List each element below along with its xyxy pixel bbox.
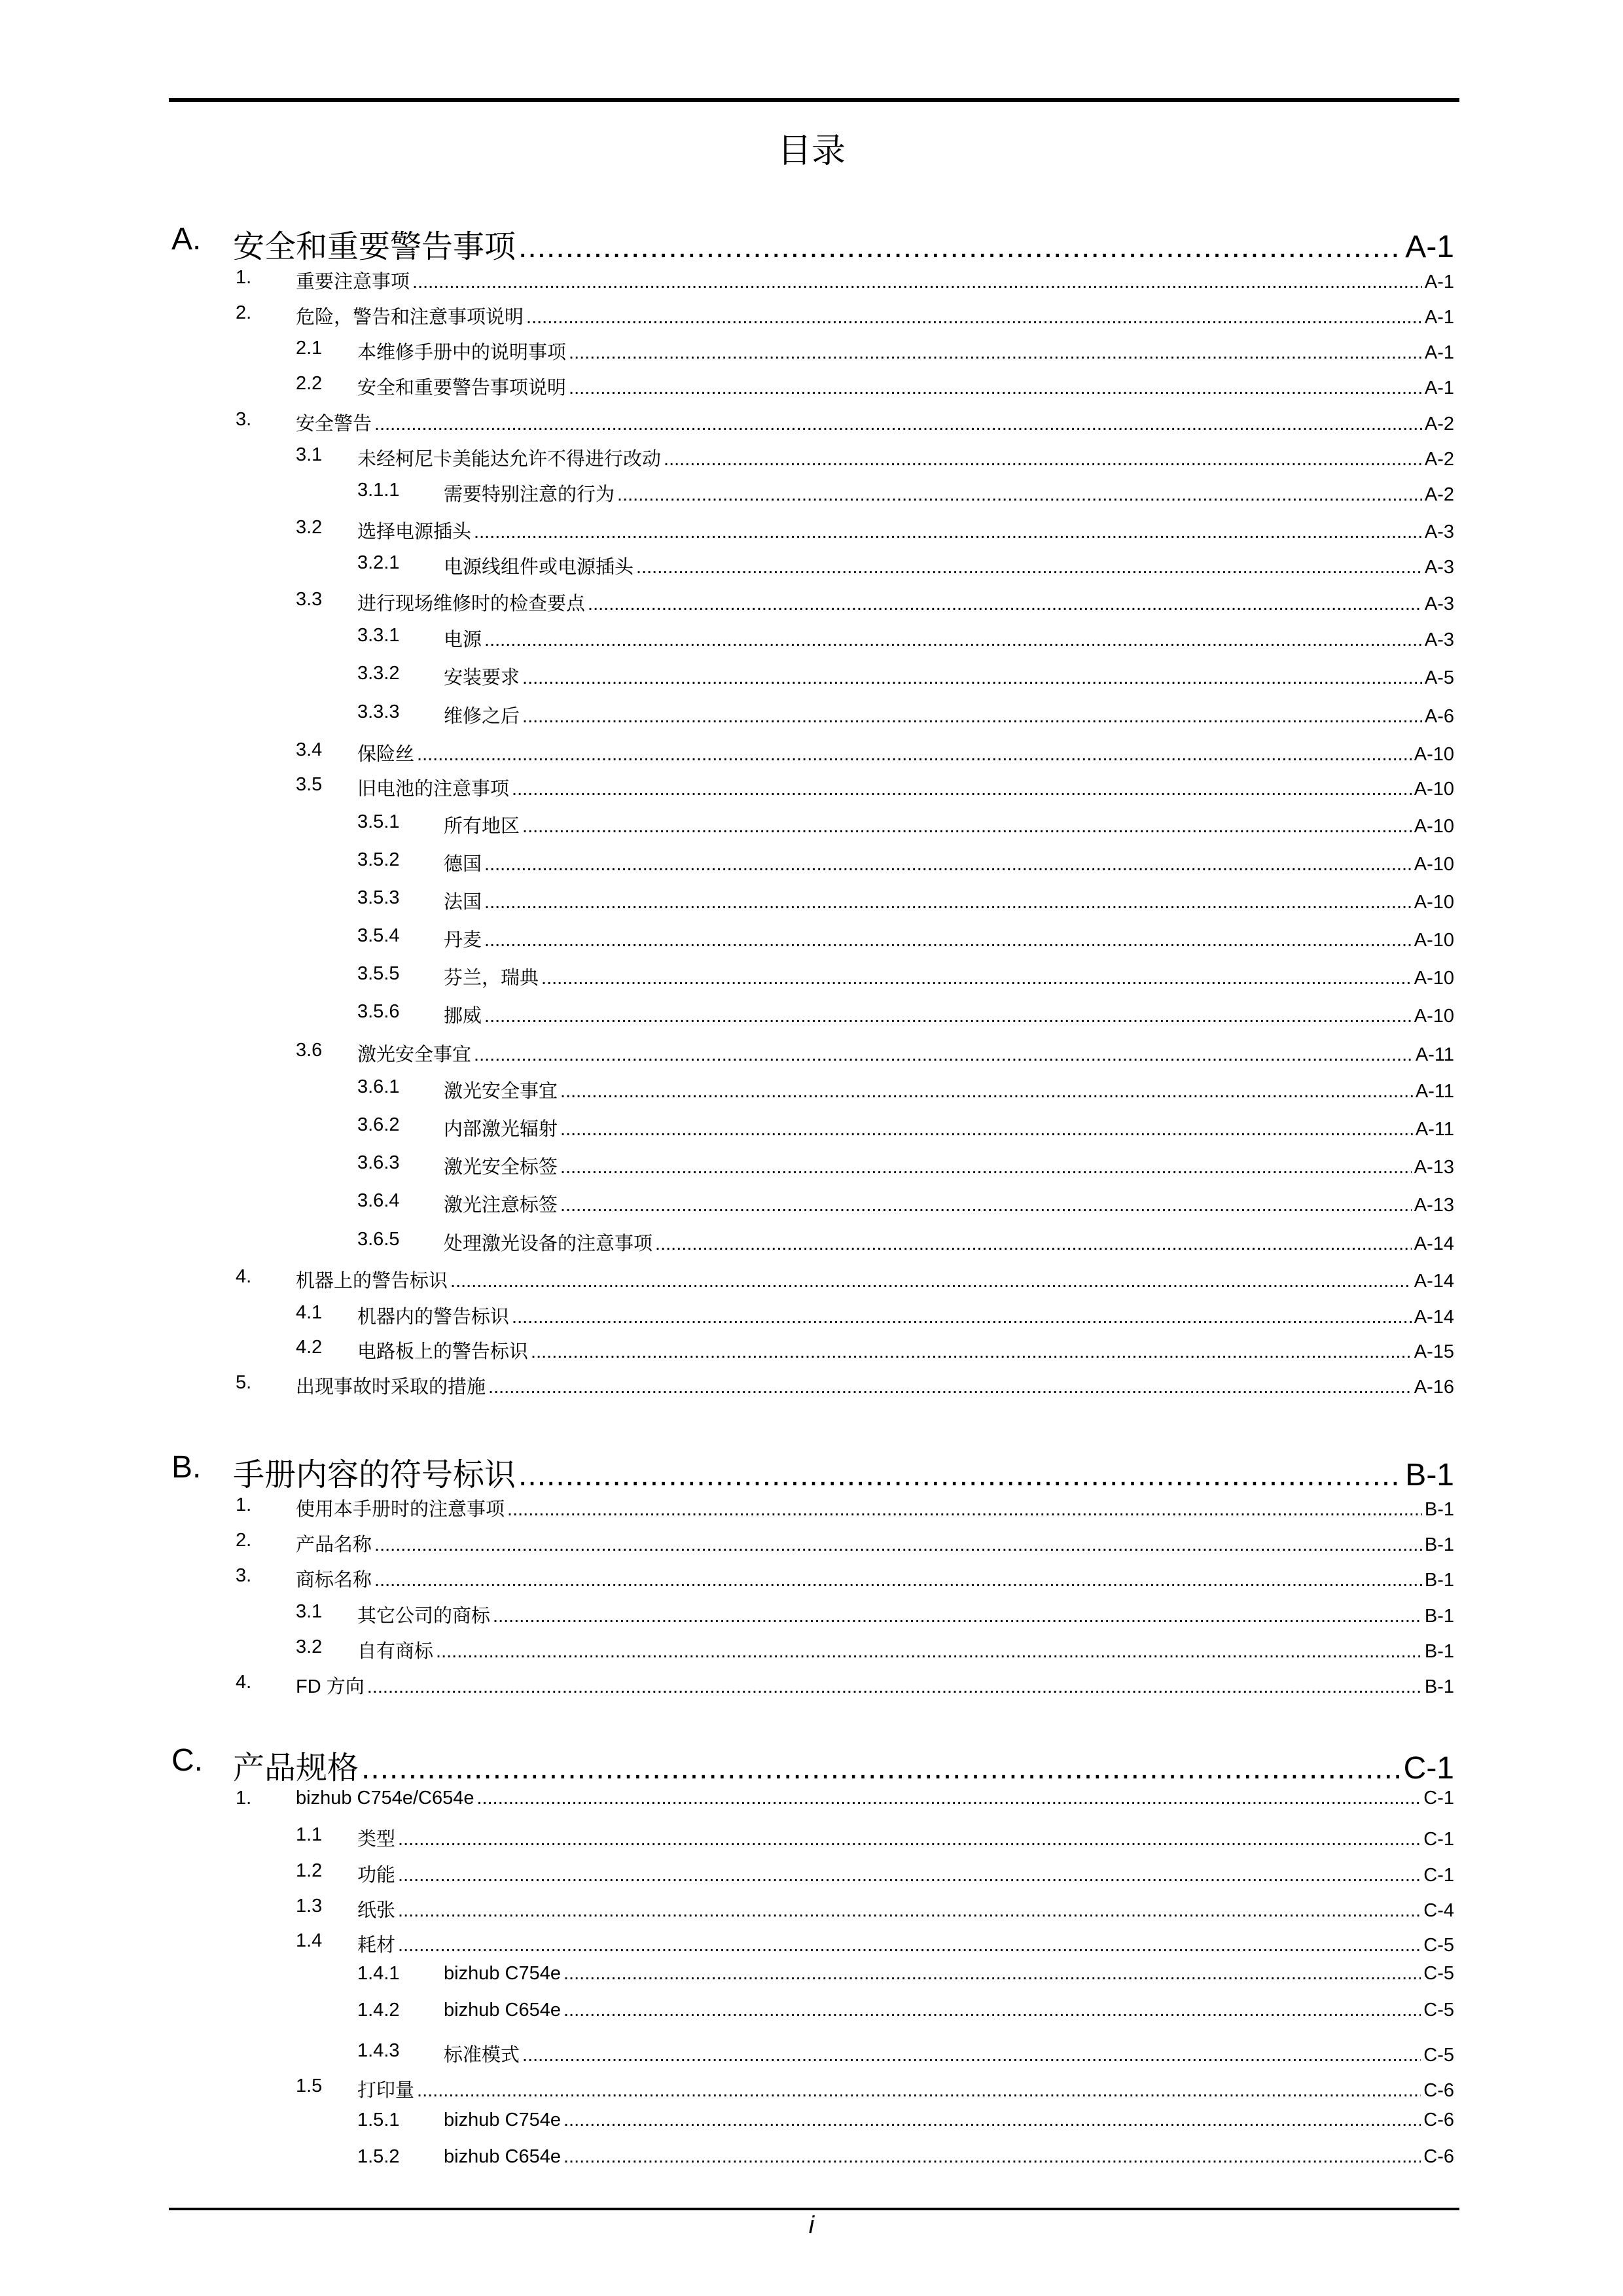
toc-entry[interactable] (296, 1636, 1454, 1663)
toc-number: 3.5.5 (357, 963, 400, 984)
dot-leader (484, 854, 1412, 875)
toc-number: 3.2 (296, 517, 323, 538)
toc-number: 3.3.1 (357, 625, 400, 646)
toc-number: 1. (236, 1788, 252, 1809)
dot-leader (563, 2110, 1421, 2131)
toc-entry[interactable] (357, 1114, 1454, 1141)
toc-page: C-5 (1423, 1935, 1454, 1956)
toc-number: 2. (236, 302, 252, 323)
dot-leader (398, 1900, 1421, 1922)
dot-leader (412, 272, 1422, 293)
toc-title: 丹麦 (444, 930, 482, 951)
toc-number: 1.5.2 (357, 2146, 400, 2167)
toc-page: C-5 (1423, 2000, 1454, 2021)
toc-number: C. (171, 1743, 203, 1778)
toc-title: 维修之后 (444, 706, 520, 727)
toc-page: A-10 (1414, 744, 1454, 765)
toc-title: 进行现场维修时的检查要点 (357, 593, 586, 614)
dot-leader (512, 1307, 1412, 1328)
toc-entry[interactable] (296, 1601, 1454, 1628)
dot-leader (563, 2000, 1421, 2021)
toc-entry[interactable] (236, 267, 1454, 294)
toc-number: 3.1 (296, 1601, 323, 1622)
toc-page: A-10 (1414, 779, 1454, 800)
toc-number: 1.4.3 (357, 2040, 400, 2061)
dot-leader (560, 1195, 1412, 1216)
toc-page: A-5 (1424, 667, 1454, 688)
toc-entry[interactable] (357, 849, 1454, 876)
toc-title: 需要特别注意的行为 (444, 484, 615, 505)
toc-number: 3.5.4 (357, 925, 400, 946)
dot-leader (398, 1935, 1421, 1956)
toc-title: 重要注意事项 (296, 272, 410, 292)
toc-number: 3.5.2 (357, 849, 400, 870)
dot-leader (488, 1377, 1412, 1398)
dot-leader (560, 1081, 1413, 1103)
toc-title: 所有地区 (444, 816, 520, 837)
toc-entry[interactable] (357, 1152, 1454, 1179)
toc-entry[interactable] (236, 1788, 1454, 1809)
toc-number: 1.4.1 (357, 1963, 400, 1984)
dot-leader (450, 1271, 1412, 1292)
toc-page: A-14 (1414, 1271, 1454, 1292)
dot-leader (617, 484, 1422, 506)
toc-entry[interactable] (296, 1896, 1454, 1922)
dot-leader (526, 307, 1422, 328)
toc-entry[interactable] (357, 701, 1454, 728)
toc-page: A-1 (1424, 272, 1454, 292)
toc-page: C-1 (1423, 1865, 1454, 1886)
toc-page: A-3 (1424, 593, 1454, 614)
toc-entry[interactable] (357, 663, 1454, 690)
toc-page: A-10 (1414, 854, 1454, 875)
dot-leader (484, 1006, 1412, 1027)
toc-number: 3.6.4 (357, 1190, 400, 1211)
toc-title: 激光注意标签 (444, 1195, 558, 1216)
dot-leader (560, 1119, 1413, 1140)
toc-title: 自有商标 (357, 1641, 434, 1662)
toc-page: B-1 (1405, 1458, 1454, 1492)
toc-page: A-13 (1414, 1157, 1454, 1178)
dot-leader (484, 892, 1412, 913)
toc-title: 激光安全事宜 (357, 1044, 472, 1065)
toc-number: 3.6.1 (357, 1076, 400, 1097)
toc-title: 处理激光设备的注意事项 (444, 1233, 653, 1254)
toc-number: 3.4 (296, 739, 323, 760)
toc-title: 产品规格 (233, 1751, 359, 1786)
toc-title: bizhub C654e (444, 2000, 561, 2021)
toc-number: 1. (236, 1494, 252, 1515)
toc-number: 1.4 (296, 1930, 323, 1951)
toc-entry[interactable] (357, 811, 1454, 838)
toc-number: 3.6.5 (357, 1229, 400, 1250)
toc-entry[interactable] (236, 409, 1454, 436)
dot-leader (522, 667, 1422, 689)
toc-title: bizhub C754e (444, 1963, 561, 1984)
toc-entry[interactable] (357, 1229, 1454, 1256)
toc-page: A-1 (1405, 230, 1454, 264)
toc-entry[interactable] (236, 1494, 1454, 1521)
toc-page: A-2 (1424, 449, 1454, 470)
toc-title: 产品名称 (296, 1534, 372, 1555)
toc-page: A-1 (1424, 378, 1454, 398)
toc-entry[interactable] (357, 1963, 1454, 1985)
toc-title: 未经柯尼卡美能达允许不得进行改动 (357, 449, 662, 470)
toc-title: 旧电池的注意事项 (357, 779, 510, 800)
toc-number: 1.4.2 (357, 2000, 400, 2021)
toc-number: 1.1 (296, 1824, 323, 1845)
dot-leader (569, 378, 1422, 399)
toc-page: A-2 (1424, 414, 1454, 434)
toc-title: 出现事故时采取的措施 (296, 1377, 486, 1398)
dot-leader (374, 1534, 1422, 1556)
toc-entry[interactable] (296, 338, 1454, 364)
toc-title: 电源线组件或电源插头 (444, 557, 634, 578)
toc-page: C-6 (1423, 2080, 1454, 2101)
dot-leader (522, 816, 1412, 838)
toc-number: 3.2 (296, 1636, 323, 1657)
dot-leader (522, 2045, 1421, 2066)
toc-number: 5. (236, 1372, 252, 1393)
toc-page: A-3 (1424, 557, 1454, 578)
toc-number: B. (171, 1450, 202, 1485)
dot-leader (569, 342, 1422, 364)
toc-title: 功能 (357, 1865, 396, 1886)
toc-page: C-1 (1403, 1751, 1454, 1786)
toc-page: A-10 (1414, 968, 1454, 989)
toc-title: 危险，警告和注意事项说明 (296, 307, 524, 328)
dot-leader (493, 1606, 1422, 1627)
toc-title: 德国 (444, 854, 482, 875)
dot-leader (636, 557, 1422, 578)
toc-entry[interactable] (296, 373, 1454, 400)
toc-page: A-11 (1415, 1044, 1454, 1065)
dot-leader (436, 1641, 1422, 1663)
toc-title: 选择电源插头 (357, 521, 472, 542)
dot-leader (417, 744, 1412, 766)
toc-title: 安全和重要警告事项 (233, 230, 516, 264)
toc-number: 2.1 (296, 338, 323, 359)
toc-page: A-14 (1414, 1233, 1454, 1254)
toc-title: 激光安全标签 (444, 1157, 558, 1178)
toc-number: 3.3.3 (357, 701, 400, 722)
toc-number: 3.5.3 (357, 887, 400, 908)
toc-entry[interactable] (357, 1001, 1454, 1028)
toc-number: 3.1 (296, 444, 323, 465)
dot-leader (560, 1157, 1412, 1178)
toc-entry[interactable] (236, 1372, 1454, 1399)
toc-number: 3.5.6 (357, 1001, 400, 1022)
toc-page: B-1 (1424, 1641, 1454, 1662)
dot-leader (588, 593, 1422, 615)
toc-entry[interactable] (236, 1266, 1454, 1293)
toc-title: 电路板上的警告标识 (357, 1341, 529, 1362)
toc-entry[interactable] (357, 552, 1454, 579)
toc-title: bizhub C654e (444, 2146, 561, 2167)
toc-title: 安全和重要警告事项说明 (357, 378, 567, 398)
toc-page: C-4 (1423, 1900, 1454, 1921)
toc-page: A-3 (1424, 521, 1454, 542)
toc-number: 1.5 (296, 2075, 323, 2096)
toc-page: C-1 (1423, 1788, 1454, 1809)
toc-number: 4.2 (296, 1337, 323, 1358)
toc-page: A-1 (1424, 307, 1454, 328)
toc-title: 机器上的警告标识 (296, 1271, 448, 1292)
dot-leader (518, 229, 1402, 265)
toc-page: B-1 (1424, 1534, 1454, 1555)
dot-leader (374, 1570, 1422, 1591)
toc-entry[interactable] (296, 444, 1454, 471)
toc-entry[interactable] (357, 2146, 1454, 2168)
section-heading[interactable] (171, 1742, 1454, 1788)
toc-number: A. (171, 222, 202, 256)
section-heading[interactable] (171, 1449, 1454, 1494)
dot-leader (398, 1829, 1421, 1850)
toc-title: 标准模式 (444, 2045, 520, 2066)
toc-entry[interactable] (296, 517, 1454, 544)
toc-title: 类型 (357, 1829, 396, 1850)
toc-entry[interactable] (236, 1672, 1454, 1699)
toc-page: A-15 (1414, 1341, 1454, 1362)
toc-page: C-5 (1423, 1963, 1454, 1984)
toc-number: 4.1 (296, 1302, 323, 1323)
toc-title: bizhub C754e (444, 2110, 561, 2130)
toc-entry[interactable] (357, 887, 1454, 914)
dot-leader (374, 414, 1422, 435)
toc-page: A-2 (1424, 484, 1454, 505)
toc-page: A-10 (1414, 930, 1454, 951)
toc-number: 4. (236, 1672, 252, 1693)
toc-entry[interactable] (296, 2075, 1454, 2102)
toc-title: 耗材 (357, 1935, 396, 1956)
toc-title: 激光安全事宜 (444, 1081, 558, 1102)
toc-page: C-6 (1423, 2110, 1454, 2130)
toc-entry[interactable] (296, 1337, 1454, 1364)
toc-title: 安装要求 (444, 667, 520, 688)
dot-leader (417, 2080, 1421, 2102)
toc-page: C-6 (1423, 2146, 1454, 2167)
section-heading[interactable] (171, 221, 1454, 266)
toc-page: A-10 (1414, 816, 1454, 837)
toc-page: B-1 (1424, 1570, 1454, 1591)
toc-title: bizhub C754e/C654e (296, 1788, 474, 1809)
toc-title: 挪威 (444, 1006, 482, 1027)
dot-leader (563, 2146, 1421, 2168)
toc-number: 3.5.1 (357, 811, 400, 832)
toc-number: 3.1.1 (357, 480, 400, 501)
toc-entry[interactable] (296, 1824, 1454, 1851)
toc-title: 内部激光辐射 (444, 1119, 558, 1140)
dot-leader (512, 779, 1412, 800)
toc-number: 3.5 (296, 774, 323, 795)
bottom-rule (169, 2208, 1459, 2210)
toc-number: 2. (236, 1530, 252, 1551)
page-title: 目录 (777, 132, 846, 170)
toc-entry[interactable] (296, 589, 1454, 616)
toc-number: 3.2.1 (357, 552, 400, 573)
toc-page: A-14 (1414, 1307, 1454, 1328)
toc-entry[interactable] (357, 2110, 1454, 2131)
toc-number: 3.6.3 (357, 1152, 400, 1173)
toc-entry[interactable] (296, 1302, 1454, 1329)
toc-page: A-11 (1415, 1119, 1454, 1140)
dot-leader (474, 1044, 1413, 1066)
toc-title: FD 方向 (296, 1676, 365, 1697)
toc-number: 2.2 (296, 373, 323, 394)
toc-number: 3.6.2 (357, 1114, 400, 1135)
toc-title: 芬兰，瑞典 (444, 968, 539, 989)
toc-page: A-16 (1414, 1377, 1454, 1398)
toc-number: 3.3 (296, 589, 323, 610)
toc-title: 手册内容的符号标识 (233, 1458, 516, 1492)
toc-page: A-11 (1415, 1081, 1454, 1102)
toc-number: 3. (236, 1565, 252, 1586)
toc-title: 纸张 (357, 1900, 396, 1921)
page-number: i (808, 2212, 815, 2239)
toc-page: A-1 (1424, 342, 1454, 363)
dot-leader (664, 449, 1422, 470)
toc-number: 1.3 (296, 1896, 323, 1916)
dot-leader (507, 1499, 1422, 1521)
dot-leader (474, 521, 1422, 543)
toc-title: 机器内的警告标识 (357, 1307, 510, 1328)
toc-entry[interactable] (357, 1076, 1454, 1103)
toc-entry[interactable] (357, 480, 1454, 506)
toc-entry[interactable] (296, 1040, 1454, 1067)
toc-page: A-6 (1424, 706, 1454, 727)
toc-page: C-5 (1423, 2045, 1454, 2066)
toc-title: 保险丝 (357, 744, 415, 765)
toc-title: 本维修手册中的说明事项 (357, 342, 567, 363)
dot-leader (361, 1750, 1401, 1786)
toc-entry[interactable] (236, 302, 1454, 329)
toc-title: 法国 (444, 892, 482, 913)
toc-entry[interactable] (357, 925, 1454, 952)
toc-title: 其它公司的商标 (357, 1606, 491, 1627)
toc-entry[interactable] (296, 1930, 1454, 1957)
dot-leader (367, 1676, 1422, 1698)
toc-entry[interactable] (357, 963, 1454, 990)
dot-leader (563, 1963, 1421, 1985)
toc-title: 打印量 (357, 2080, 415, 2101)
toc-page: B-1 (1424, 1606, 1454, 1627)
toc-entry[interactable] (236, 1565, 1454, 1592)
dot-leader (398, 1865, 1421, 1886)
toc-number: 1.2 (296, 1860, 323, 1881)
toc-title: 安全警告 (296, 414, 372, 434)
toc-page: C-1 (1423, 1829, 1454, 1850)
toc-title: 电源 (444, 629, 482, 650)
toc-number: 1. (236, 267, 252, 288)
toc-entry[interactable] (357, 1190, 1454, 1217)
dot-leader (531, 1341, 1412, 1363)
dot-leader (541, 968, 1412, 989)
toc-number: 1.5.1 (357, 2110, 400, 2130)
toc-entry[interactable] (357, 625, 1454, 652)
toc-title: 使用本手册时的注意事项 (296, 1499, 505, 1520)
toc-number: 3.6 (296, 1040, 323, 1061)
toc-entry[interactable] (357, 2000, 1454, 2021)
toc-entry[interactable] (296, 739, 1454, 766)
toc-page: B-1 (1424, 1676, 1454, 1697)
dot-leader (484, 629, 1422, 651)
toc-page: A-3 (1424, 629, 1454, 650)
toc-entry[interactable] (236, 1530, 1454, 1557)
toc-entry[interactable] (296, 774, 1454, 801)
toc-entry[interactable] (357, 2040, 1454, 2067)
toc-number: 4. (236, 1266, 252, 1287)
toc-page: A-10 (1414, 892, 1454, 913)
dot-leader (476, 1788, 1421, 1809)
dot-leader (518, 1457, 1402, 1493)
toc-page: A-10 (1414, 1006, 1454, 1027)
toc-page: A-13 (1414, 1195, 1454, 1216)
toc-number: 3.3.2 (357, 663, 400, 684)
dot-leader (655, 1233, 1412, 1255)
toc-page: B-1 (1424, 1499, 1454, 1520)
dot-leader (522, 706, 1422, 728)
toc-entry[interactable] (296, 1860, 1454, 1887)
dot-leader (484, 930, 1412, 951)
toc-number: 3. (236, 409, 252, 430)
toc-title: 商标名称 (296, 1570, 372, 1591)
